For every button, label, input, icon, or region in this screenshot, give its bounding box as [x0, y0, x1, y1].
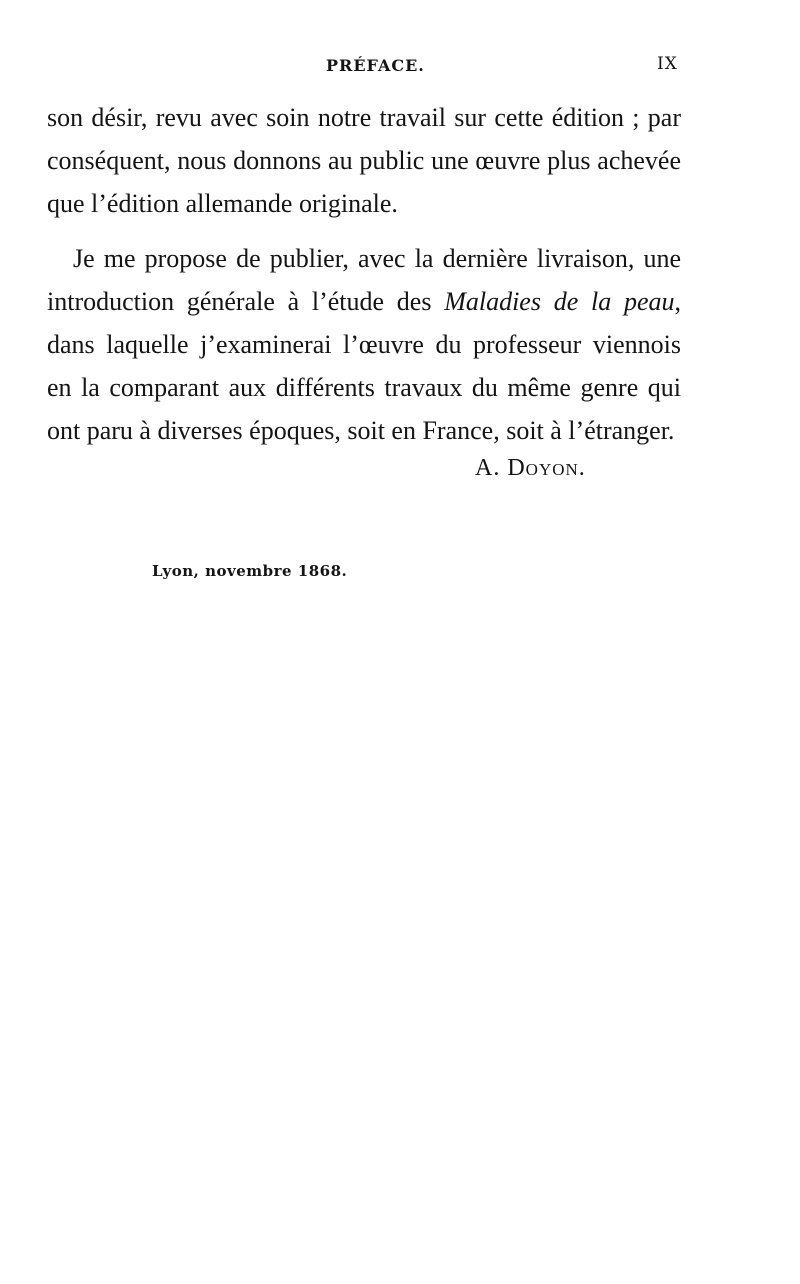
paragraph-1: son désir, revu avec soin notre travail sur cette édition ; par conséquent, nous donnons au public une œuvre plus achevée que l’édition allemande originale. — [47, 103, 681, 218]
signature-initial: A. — [475, 455, 508, 481]
dateline: Lyon, novembre 1868. — [152, 562, 348, 580]
italic-book-title: Maladies de la peau — [444, 287, 675, 316]
signature — [475, 455, 586, 482]
signature-surname: Doyon. — [507, 455, 586, 481]
running-head — [0, 56, 800, 80]
paragraph-2-text-end: , dans laquelle j’examinerai l’œuvre du professeur viennois en la comparant aux différents travaux du même genre qui ont paru à diverses époques, soit en France, soit à l’étranger. — [47, 287, 681, 445]
running-title: PRÉFACE. — [326, 56, 425, 75]
body-text — [47, 96, 681, 452]
page-number: IX — [657, 54, 678, 74]
paragraph-2-text-start: Je me propose de publier, avec la dernière livraison, une introduction générale à l’étude des — [47, 244, 681, 316]
paragraph-2 — [47, 237, 681, 452]
